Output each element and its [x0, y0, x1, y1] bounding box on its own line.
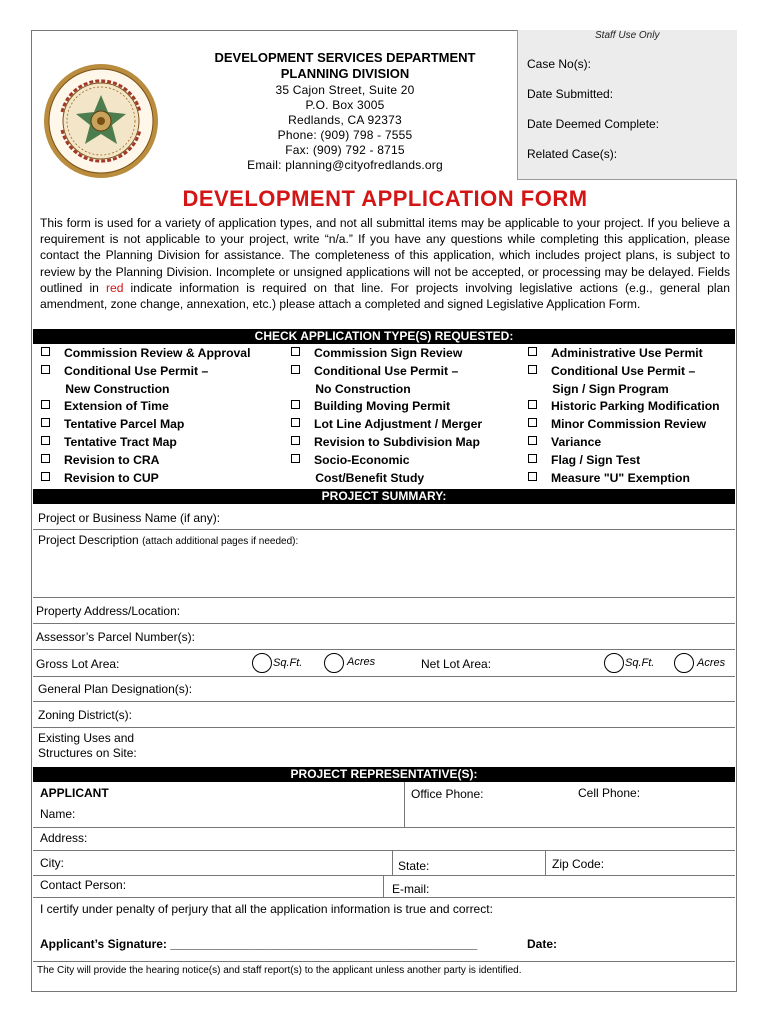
checkbox-column-1: Commission Review & Approval Conditional Use Permit – New Construction Extension of Time Tentative Parcel Map Tentative Tract Map Revision to CRA Revision to CUP [41, 345, 250, 487]
project-description-field[interactable]: Project Description (attach additional pages if needed): [38, 533, 299, 547]
checkbox-lot-line-adjustment[interactable]: Lot Line Adjustment / Merger [291, 416, 482, 434]
checkbox-administrative-use-permit[interactable]: Administrative Use Permit [528, 345, 720, 363]
checkbox-revision-cra[interactable]: Revision to CRA [41, 452, 250, 470]
city-of-redlands-seal-icon [42, 62, 160, 180]
checkbox-revision-subdivision-map[interactable]: Revision to Subdivision Map [291, 434, 482, 452]
staff-use-title: Staff Use Only [595, 30, 660, 41]
general-plan-field[interactable]: General Plan Designation(s): [38, 682, 193, 696]
checkbox-extension-of-time[interactable]: Extension of Time [41, 398, 250, 416]
certification-statement: I certify under penalty of perjury that all the application information is true and correct: [40, 902, 493, 916]
gross-sqft-radio[interactable] [252, 653, 272, 673]
applicant-zip-field[interactable]: Zip Code: [552, 857, 605, 871]
intro-paragraph: This form is used for a variety of application types, and not all submittal items may be applicable to your project. If you believe a requirement is not applicable to your project, write “n/a.” If you have any questions while completing this application, please contact the Planning Division for assistance. The completeness of this application, which includes project plans, is subject to review by the Planning Division. Incomplete or unsigned applications will not be accepted, or processing may be delayed. Fields outlined in red indicate information is required on that line. For projects involving legislative actions (e.g., general plan amendment, zone change, annexation, etc.) please attach a completed and signed Legislative Application Form. [40, 216, 731, 312]
checkbox-cup-no-construction[interactable]: Conditional Use Permit – [291, 363, 482, 381]
footer-note: The City will provide the hearing notice(s) and staff report(s) to the applicant unless another party is identified. [37, 965, 522, 976]
contact-person-field[interactable]: Contact Person: [40, 878, 127, 892]
zoning-district-field[interactable]: Zoning District(s): [38, 708, 133, 722]
checkbox-commission-sign-review[interactable]: Commission Sign Review [291, 345, 482, 363]
email-address[interactable]: Email: planning@cityofredlands.org [247, 158, 443, 172]
parcel-number-field[interactable]: Assessor’s Parcel Number(s): [36, 630, 195, 644]
cell-phone-field[interactable]: Cell Phone: [578, 786, 641, 800]
checkbox-cup-sign-program[interactable]: Conditional Use Permit – [528, 363, 720, 381]
checkbox-flag-sign-test[interactable]: Flag / Sign Test [528, 452, 720, 470]
project-summary-header: PROJECT SUMMARY: [33, 489, 735, 504]
checkbox-tentative-parcel-map[interactable]: Tentative Parcel Map [41, 416, 250, 434]
net-sqft-radio[interactable] [604, 653, 624, 673]
checkbox-column-3: Administrative Use Permit Conditional Use Permit – Sign / Sign Program Historic Parking Modification Minor Commission Review Variance Flag / Sign Test Measure "U" Exemption [528, 345, 720, 487]
project-representatives-header: PROJECT REPRESENTATIVE(S): [33, 767, 735, 782]
po-box: P.O. Box 3005 [305, 98, 385, 112]
date-submitted-field[interactable]: Date Submitted: [527, 87, 614, 101]
checkbox-minor-commission-review[interactable]: Minor Commission Review [528, 416, 720, 434]
gross-acres-radio[interactable] [324, 653, 344, 673]
checkbox-measure-u-exemption[interactable]: Measure "U" Exemption [528, 470, 720, 488]
net-acres-radio[interactable] [674, 653, 694, 673]
checkbox-building-moving-permit[interactable]: Building Moving Permit [291, 398, 482, 416]
fax-number: Fax: (909) 792 - 8715 [285, 143, 405, 157]
existing-uses-field[interactable]: Structures on Site: [38, 746, 137, 760]
applicant-heading: APPLICANT [40, 786, 109, 800]
applicant-name-field[interactable]: Name: [40, 807, 76, 821]
checkbox-commission-review[interactable]: Commission Review & Approval [41, 345, 250, 363]
case-number-field[interactable]: Case No(s): [527, 57, 592, 71]
phone-number: Phone: (909) 798 - 7555 [277, 128, 413, 142]
check-types-header: CHECK APPLICATION TYPE(S) REQUESTED: [33, 329, 735, 344]
checkbox-variance[interactable]: Variance [528, 434, 720, 452]
checkbox-tentative-tract-map[interactable]: Tentative Tract Map [41, 434, 250, 452]
office-phone-field[interactable]: Office Phone: [411, 787, 484, 801]
applicant-signature-field[interactable]: Applicant’s Signature: ______________________________________________ [40, 937, 478, 951]
property-address-field[interactable]: Property Address/Location: [36, 604, 181, 618]
checkbox-revision-cup[interactable]: Revision to CUP [41, 470, 250, 488]
net-lot-area-field[interactable]: Net Lot Area: [421, 657, 492, 671]
applicant-state-field[interactable]: State: [398, 859, 430, 873]
checkbox-historic-parking[interactable]: Historic Parking Modification [528, 398, 720, 416]
checkbox-column-2: Commission Sign Review Conditional Use Permit – No Construction Building Moving Permit Lot Line Adjustment / Merger Revision to Subdivision Map Socio-Economic Cost/Benefit Study [291, 345, 482, 487]
city-state-zip: Redlands, CA 92373 [288, 113, 402, 127]
form-title: DEVELOPMENT APPLICATION FORM [182, 186, 588, 211]
signature-date-field[interactable]: Date: [527, 937, 558, 951]
department-name: DEVELOPMENT SERVICES DEPARTMENT [214, 50, 476, 65]
gross-sqft-label: Sq.Ft. [273, 657, 303, 669]
applicant-address-field[interactable]: Address: [40, 831, 88, 845]
division-name: PLANNING DIVISION [280, 66, 410, 81]
related-cases-field[interactable]: Related Case(s): [527, 147, 618, 161]
street-address: 35 Cajon Street, Suite 20 [275, 83, 415, 97]
gross-lot-area-field[interactable]: Gross Lot Area: [36, 657, 120, 671]
applicant-email-field[interactable]: E-mail: [392, 882, 430, 896]
checkbox-cup-new-construction[interactable]: Conditional Use Permit – [41, 363, 250, 381]
project-name-field[interactable]: Project or Business Name (if any): [38, 511, 221, 525]
net-acres-label: Acres [697, 657, 726, 669]
gross-acres-label: Acres [347, 656, 376, 668]
applicant-city-field[interactable]: City: [40, 856, 64, 870]
net-sqft-label: Sq.Ft. [625, 657, 655, 669]
date-deemed-complete-field[interactable]: Date Deemed Complete: [527, 117, 660, 131]
checkbox-socio-economic[interactable]: Socio-Economic [291, 452, 482, 470]
existing-uses-label-1: Existing Uses and [38, 731, 135, 745]
